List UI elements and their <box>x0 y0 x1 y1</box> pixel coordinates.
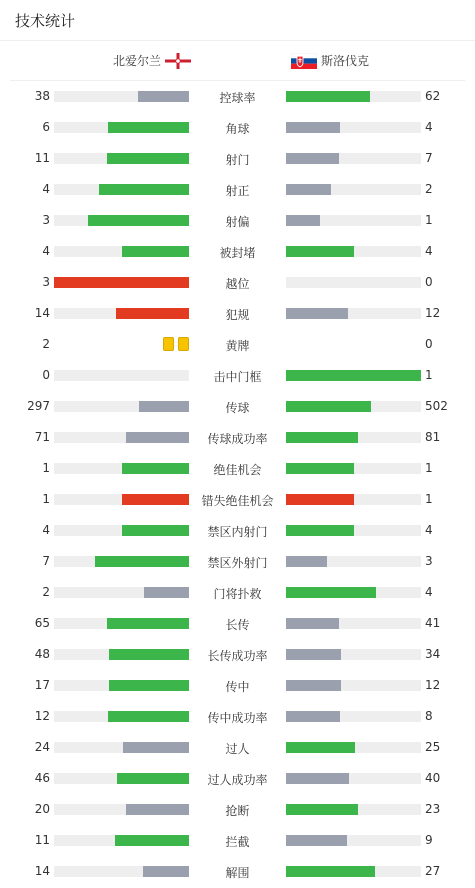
home-bar-track <box>54 370 189 381</box>
away-bar-track <box>286 122 421 133</box>
home-value: 11 <box>34 151 50 165</box>
away-bar-fill <box>286 215 320 226</box>
away-bar-track <box>286 835 421 846</box>
home-bar-track <box>54 215 189 226</box>
away-bar-fill <box>286 91 370 102</box>
away-bar-track <box>286 587 421 598</box>
stat-row <box>0 825 475 856</box>
away-bar-fill <box>286 711 340 722</box>
stat-label: 禁区内射门 <box>207 525 268 539</box>
home-bar-track <box>54 649 189 660</box>
stat-row <box>0 112 475 143</box>
home-value: 20 <box>34 802 50 816</box>
stat-row <box>0 174 475 205</box>
stats-header <box>0 0 475 41</box>
stat-label: 门将扑救 <box>213 587 262 601</box>
stat-row <box>0 422 475 453</box>
away-value: 34 <box>425 647 441 661</box>
away-bar-track <box>286 618 421 629</box>
home-bar-track <box>54 680 189 691</box>
home-bar-fill <box>115 835 189 846</box>
away-bar-fill <box>286 649 341 660</box>
stat-label: 传球 <box>225 401 250 415</box>
away-bar-track <box>286 463 421 474</box>
home-bar-fill <box>144 587 189 598</box>
slovakia-flag-icon <box>291 53 317 69</box>
away-bar-fill <box>286 153 339 164</box>
home-value: 14 <box>34 306 50 320</box>
home-bar-track <box>54 742 189 753</box>
home-bar-fill <box>88 215 189 226</box>
away-bar-track <box>286 184 421 195</box>
away-bar-track <box>286 866 421 877</box>
away-bar-track <box>286 308 421 319</box>
away-value: 1 <box>425 368 433 382</box>
stat-label: 传中 <box>225 680 250 694</box>
away-value: 4 <box>425 523 433 537</box>
away-bar-track <box>286 556 421 567</box>
away-value: 1 <box>425 492 433 506</box>
away-bar-track <box>286 742 421 753</box>
stat-label: 角球 <box>225 122 250 136</box>
away-bar-track <box>286 91 421 102</box>
away-value: 40 <box>425 771 441 785</box>
teams-row <box>10 42 465 81</box>
home-bar-fill <box>143 866 189 877</box>
home-value: 24 <box>34 740 50 754</box>
stat-row <box>0 701 475 732</box>
stat-row <box>0 577 475 608</box>
away-bar-track <box>286 153 421 164</box>
away-bar-fill <box>286 463 354 474</box>
stat-label: 长传 <box>225 618 250 632</box>
away-value: 4 <box>425 585 433 599</box>
stat-row <box>0 670 475 701</box>
home-bar-fill <box>122 463 190 474</box>
stat-row <box>0 236 475 267</box>
home-bar-fill <box>122 525 190 536</box>
away-bar-track <box>286 401 421 412</box>
stat-label: 解围 <box>225 866 250 880</box>
away-value: 8 <box>425 709 433 723</box>
stat-label: 拦截 <box>225 835 250 849</box>
away-value: 12 <box>425 678 441 692</box>
away-value: 2 <box>425 182 433 196</box>
away-value: 9 <box>425 833 433 847</box>
home-bar-track <box>54 463 189 474</box>
home-value: 1 <box>42 492 50 506</box>
home-value: 297 <box>27 399 50 413</box>
away-bar-track <box>286 649 421 660</box>
away-bar-fill <box>286 246 354 257</box>
away-value: 3 <box>425 554 433 568</box>
home-bar-track <box>54 587 189 598</box>
home-value: 7 <box>42 554 50 568</box>
stat-row <box>0 453 475 484</box>
away-value: 0 <box>425 337 433 351</box>
away-value: 81 <box>425 430 441 444</box>
away-value: 25 <box>425 740 441 754</box>
home-bar-track <box>54 556 189 567</box>
home-bar-track <box>54 308 189 319</box>
away-bar-track <box>286 711 421 722</box>
stat-row <box>0 794 475 825</box>
away-bar-track <box>286 525 421 536</box>
stat-label: 传中成功率 <box>207 711 268 725</box>
away-value: 27 <box>425 864 441 878</box>
home-bar-track <box>54 432 189 443</box>
stat-row <box>0 515 475 546</box>
northern-ireland-flag-icon <box>165 53 191 69</box>
home-value: 1 <box>42 461 50 475</box>
away-bar-track <box>286 773 421 784</box>
away-value: 0 <box>425 275 433 289</box>
stat-row <box>0 732 475 763</box>
away-bar-fill <box>286 308 348 319</box>
home-value: 4 <box>42 244 50 258</box>
home-bar-fill <box>116 308 189 319</box>
away-bar-track <box>286 494 421 505</box>
away-bar-fill <box>286 773 349 784</box>
stat-row <box>0 639 475 670</box>
home-value: 48 <box>34 647 50 661</box>
away-value: 4 <box>425 244 433 258</box>
stat-row <box>0 329 475 360</box>
stat-label: 禁区外射门 <box>207 556 268 570</box>
away-bar-fill <box>286 370 421 381</box>
away-bar-fill <box>286 401 371 412</box>
away-value: 1 <box>425 461 433 475</box>
home-bar-fill <box>107 153 189 164</box>
home-bar-fill <box>109 680 189 691</box>
home-bar-fill <box>122 494 190 505</box>
stat-label: 控球率 <box>219 91 256 105</box>
away-bar-fill <box>286 835 347 846</box>
home-value: 71 <box>34 430 50 444</box>
stat-label: 绝佳机会 <box>213 463 262 477</box>
stat-label: 击中门框 <box>213 370 262 384</box>
stat-label: 射正 <box>225 184 250 198</box>
home-value: 2 <box>42 585 50 599</box>
stat-label: 被封堵 <box>219 246 256 260</box>
home-bar-fill <box>107 618 189 629</box>
home-bar-track <box>54 773 189 784</box>
away-bar-fill <box>286 494 354 505</box>
home-bar-fill <box>126 432 189 443</box>
away-bar-fill <box>286 866 375 877</box>
away-bar-fill <box>286 587 376 598</box>
home-value: 3 <box>42 275 50 289</box>
away-value: 4 <box>425 120 433 134</box>
home-bar-track <box>54 246 189 257</box>
yellow-cards <box>163 337 189 351</box>
away-value: 7 <box>425 151 433 165</box>
home-bar-track <box>54 184 189 195</box>
home-bar-track <box>54 122 189 133</box>
stat-label: 错失绝佳机会 <box>201 494 274 508</box>
home-bar-track <box>54 525 189 536</box>
home-bar-fill <box>138 91 189 102</box>
home-bar-fill <box>117 773 189 784</box>
stat-label: 过人 <box>225 742 250 756</box>
home-bar-track <box>54 835 189 846</box>
away-team-name: 斯洛伐克 <box>321 54 370 68</box>
stat-label: 犯规 <box>225 308 250 322</box>
home-value: 14 <box>34 864 50 878</box>
stat-row <box>0 546 475 577</box>
yellow-card-icon <box>178 337 189 351</box>
away-bar-fill <box>286 525 354 536</box>
away-bar-track <box>286 277 421 288</box>
away-bar-track <box>286 370 421 381</box>
home-value: 2 <box>42 337 50 351</box>
home-value: 38 <box>34 89 50 103</box>
stat-row <box>0 608 475 639</box>
home-bar-track <box>54 804 189 815</box>
home-bar-fill <box>108 711 189 722</box>
home-bar-track <box>54 153 189 164</box>
home-bar-track <box>54 866 189 877</box>
stat-row <box>0 360 475 391</box>
home-value: 6 <box>42 120 50 134</box>
home-bar-track <box>54 277 189 288</box>
home-bar-fill <box>108 122 189 133</box>
home-bar-fill <box>95 556 190 567</box>
away-bar-track <box>286 804 421 815</box>
home-bar-fill <box>54 277 189 288</box>
stat-label: 射偏 <box>225 215 250 229</box>
away-value: 1 <box>425 213 433 227</box>
home-bar-track <box>54 618 189 629</box>
away-bar-fill <box>286 742 355 753</box>
away-bar-track <box>286 246 421 257</box>
stat-row <box>0 267 475 298</box>
away-bar-track <box>286 215 421 226</box>
yellow-card-icon <box>163 337 174 351</box>
home-bar-track <box>54 401 189 412</box>
home-value: 11 <box>34 833 50 847</box>
page-title: 技术统计 <box>15 12 76 30</box>
away-bar-track <box>286 432 421 443</box>
home-value: 65 <box>34 616 50 630</box>
home-team-name: 北爱尔兰 <box>112 54 161 68</box>
stat-row <box>0 205 475 236</box>
away-value: 12 <box>425 306 441 320</box>
home-value: 0 <box>42 368 50 382</box>
away-bar-fill <box>286 618 339 629</box>
stat-row <box>0 484 475 515</box>
home-bar-track <box>54 711 189 722</box>
stat-row <box>0 81 475 112</box>
home-bar-fill <box>109 649 189 660</box>
away-value: 62 <box>425 89 441 103</box>
stat-row <box>0 298 475 329</box>
home-bar-track <box>54 494 189 505</box>
away-value: 502 <box>425 399 448 413</box>
stat-label: 抢断 <box>225 804 250 818</box>
away-bar-fill <box>286 680 341 691</box>
away-bar-fill <box>286 432 358 443</box>
away-value: 41 <box>425 616 441 630</box>
away-bar-fill <box>286 556 327 567</box>
home-value: 4 <box>42 523 50 537</box>
away-team[interactable] <box>291 52 369 69</box>
stat-label: 越位 <box>225 277 250 291</box>
home-value: 12 <box>34 709 50 723</box>
home-value: 4 <box>42 182 50 196</box>
stat-row <box>0 391 475 422</box>
stat-label: 黄牌 <box>225 339 250 353</box>
stat-row <box>0 143 475 174</box>
home-bar-fill <box>123 742 189 753</box>
home-bar-fill <box>122 246 190 257</box>
stats-list <box>0 81 475 887</box>
away-bar-track <box>286 680 421 691</box>
home-bar-fill <box>99 184 189 195</box>
home-bar-track <box>54 91 189 102</box>
away-bar-fill <box>286 184 331 195</box>
stat-label: 射门 <box>225 153 250 167</box>
home-bar-fill <box>126 804 189 815</box>
home-team[interactable] <box>113 52 191 69</box>
stat-label: 过人成功率 <box>207 773 268 787</box>
stat-row <box>0 856 475 887</box>
home-bar-fill <box>139 401 189 412</box>
away-bar-fill <box>286 804 358 815</box>
away-value: 23 <box>425 802 441 816</box>
away-bar-fill <box>286 122 340 133</box>
stat-label: 长传成功率 <box>207 649 268 663</box>
stat-label: 传球成功率 <box>207 432 268 446</box>
home-value: 17 <box>34 678 50 692</box>
home-value: 3 <box>42 213 50 227</box>
stat-row <box>0 763 475 794</box>
home-value: 46 <box>34 771 50 785</box>
